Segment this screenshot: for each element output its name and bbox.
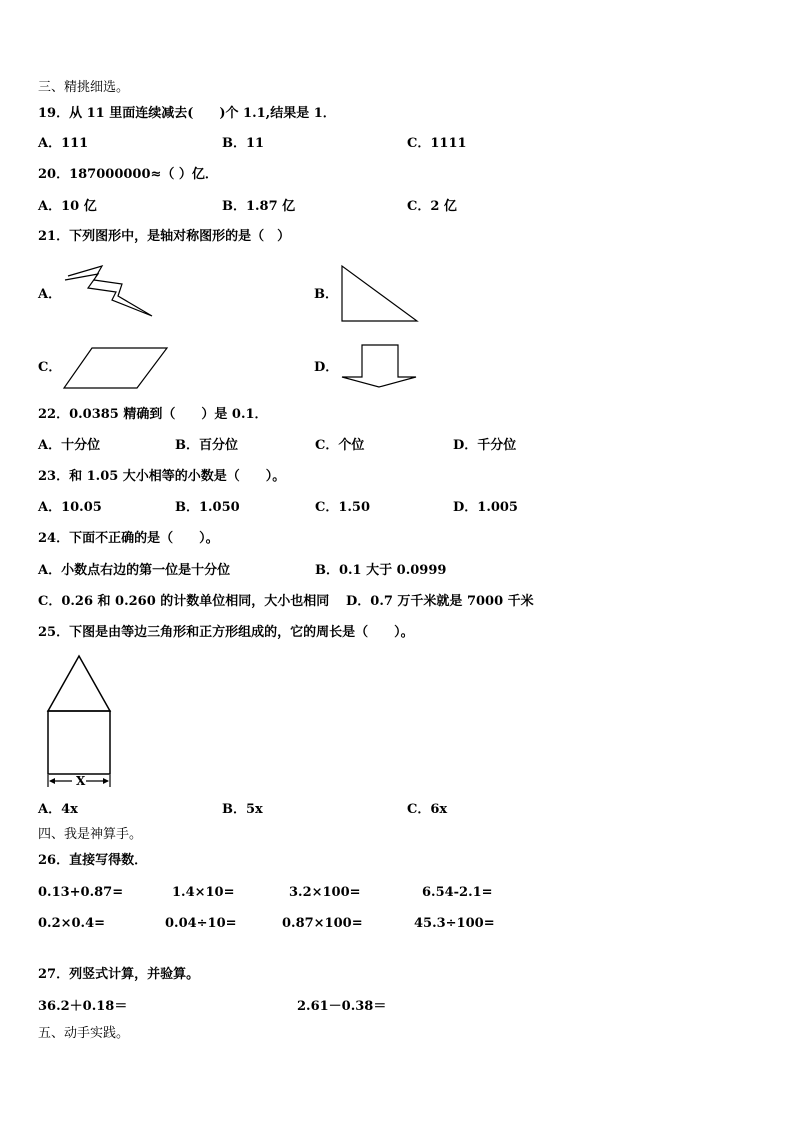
q21-option-a[interactable]: A． [38, 287, 62, 302]
question-23-stem: 23．和 1.05 大小相等的小数是（ ）。 [38, 469, 286, 484]
q20-option-c[interactable]: C．2 亿 [407, 199, 457, 214]
q19-option-c[interactable]: C．1111 [407, 136, 467, 151]
section-title-4: 四、我是神算手。 [38, 827, 143, 842]
question-27-stem: 27．列竖式计算，并验算。 [38, 967, 200, 982]
q23-option-a[interactable]: A．10.05 [38, 500, 102, 515]
q22-option-c[interactable]: C．个位 [315, 438, 365, 453]
calc-item: 0.87×100= [282, 916, 363, 931]
house-shape-figure [44, 654, 116, 790]
calc-item: 45.3÷100= [414, 916, 495, 931]
section-title-3: 三、精挑细选。 [38, 80, 130, 95]
parallelogram-figure [62, 346, 170, 390]
q22-option-d[interactable]: D．千分位 [453, 438, 517, 453]
q24-option-a[interactable]: A．小数点右边的第一位是十分位 [38, 563, 231, 578]
q19-option-a[interactable]: A．111 [38, 136, 89, 151]
vertical-calc-item: 36.2＋0.18＝ [38, 999, 128, 1014]
q25-option-a[interactable]: A．4x [38, 802, 78, 817]
question-25-stem: 25．下图是由等边三角形和正方形组成的，它的周长是（ ）。 [38, 625, 414, 640]
q24-option-b[interactable]: B．0.1 大于 0.0999 [315, 563, 447, 578]
calc-item: 6.54-2.1= [422, 885, 493, 900]
calc-item: 0.04÷10= [165, 916, 237, 931]
q21-option-b[interactable]: B． [314, 287, 338, 302]
q25-option-c[interactable]: C．6x [407, 802, 448, 817]
q23-option-c[interactable]: C．1.50 [315, 500, 371, 515]
calc-item: 0.13+0.87= [38, 885, 124, 900]
q23-option-b[interactable]: B．1.050 [175, 500, 240, 515]
q20-option-b[interactable]: B．1.87 亿 [222, 199, 296, 214]
down-arrow-figure [340, 343, 420, 389]
q21-option-c[interactable]: C． [38, 360, 62, 375]
question-19-stem: 19．从 11 里面连续减去( )个 1.1,结果是 1． [38, 106, 336, 121]
section-title-5: 五、动手实践。 [38, 1026, 130, 1041]
lightning-bolt-figure [62, 262, 157, 320]
q20-option-a[interactable]: A．10 亿 [38, 199, 97, 214]
question-24-stem: 24．下面不正确的是（ ）。 [38, 531, 219, 546]
calc-item: 1.4×10= [172, 885, 235, 900]
calc-item: 0.2×0.4= [38, 916, 106, 931]
q21-option-d[interactable]: D． [314, 360, 339, 375]
question-22-stem: 22．0.0385 精确到（ ）是 0.1． [38, 407, 268, 422]
question-20-stem: 20．187000000≈（ ）亿． [38, 167, 218, 182]
q23-option-d[interactable]: D．1.005 [453, 500, 518, 515]
question-26-stem: 26．直接写得数． [38, 853, 148, 868]
q25-option-b[interactable]: B．5x [222, 802, 263, 817]
q19-option-b[interactable]: B．11 [222, 136, 265, 151]
vertical-calc-item: 2.61－0.38＝ [297, 999, 387, 1014]
right-triangle-figure [340, 264, 422, 324]
calc-item: 3.2×100= [289, 885, 361, 900]
q22-option-a[interactable]: A．十分位 [38, 438, 101, 453]
q24-option-c[interactable]: C．0.26 和 0.260 的计数单位相同，大小也相同 [38, 594, 330, 609]
question-21-stem: 21．下列图形中，是轴对称图形的是（ ） [38, 229, 291, 244]
figure-side-label: X [76, 774, 86, 788]
q22-option-b[interactable]: B．百分位 [175, 438, 238, 453]
q24-option-d[interactable]: D．0.7 万千米就是 7000 千米 [346, 594, 534, 609]
